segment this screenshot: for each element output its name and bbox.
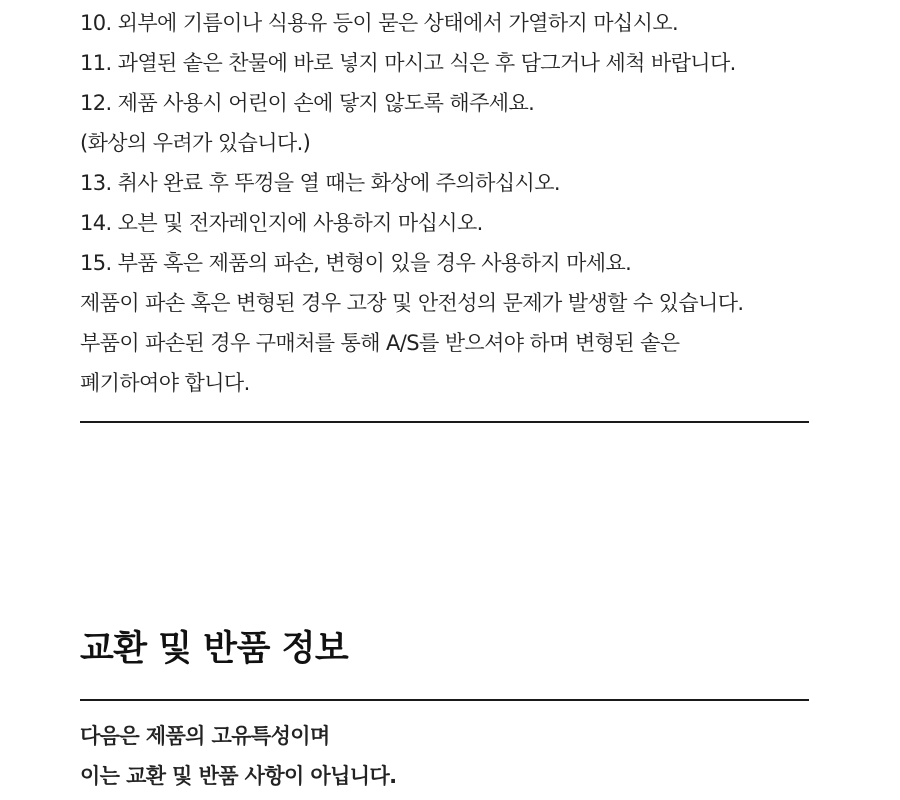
caution-item-15-detail-3: 폐기하여야 합니다. [80,371,250,395]
title-underline [80,699,809,701]
caution-item-10: 10. 외부에 기름이나 식용유 등이 묻은 상태에서 가열하지 마십시오. [80,11,679,35]
caution-item-12-note: (화상의 우려가 있습니다.) [80,131,311,155]
exchange-notice [80,716,397,796]
section-title-exchange-return: 교환 및 반품 정보 [80,629,349,669]
caution-item-15: 15. 부품 혹은 제품의 파손, 변형이 있을 경우 사용하지 마세요. [80,251,632,275]
notice-line-1: 다음은 제품의 고유특성이며 [80,724,330,748]
caution-item-11: 11. 과열된 솥은 찬물에 바로 넣지 마시고 식은 후 담그거나 세척 바랍니다. [80,51,736,75]
caution-item-15-detail-1: 제품이 파손 혹은 변형된 경우 고장 및 안전성의 문제가 발생할 수 있습니다. [80,291,744,315]
caution-item-12: 12. 제품 사용시 어린이 손에 닿지 않도록 해주세요. [80,91,535,115]
section-divider [80,421,809,423]
caution-item-14: 14. 오븐 및 전자레인지에 사용하지 마십시오. [80,211,483,235]
notice-line-2: 이는 교환 및 반품 사항이 아닙니다. [80,764,397,788]
caution-list [80,3,880,403]
caution-item-13: 13. 취사 완료 후 뚜껑을 열 때는 화상에 주의하십시오. [80,171,560,195]
caution-item-15-detail-2: 부품이 파손된 경우 구매처를 통해 A/S를 받으셔야 하며 변형된 솥은 [80,331,680,355]
